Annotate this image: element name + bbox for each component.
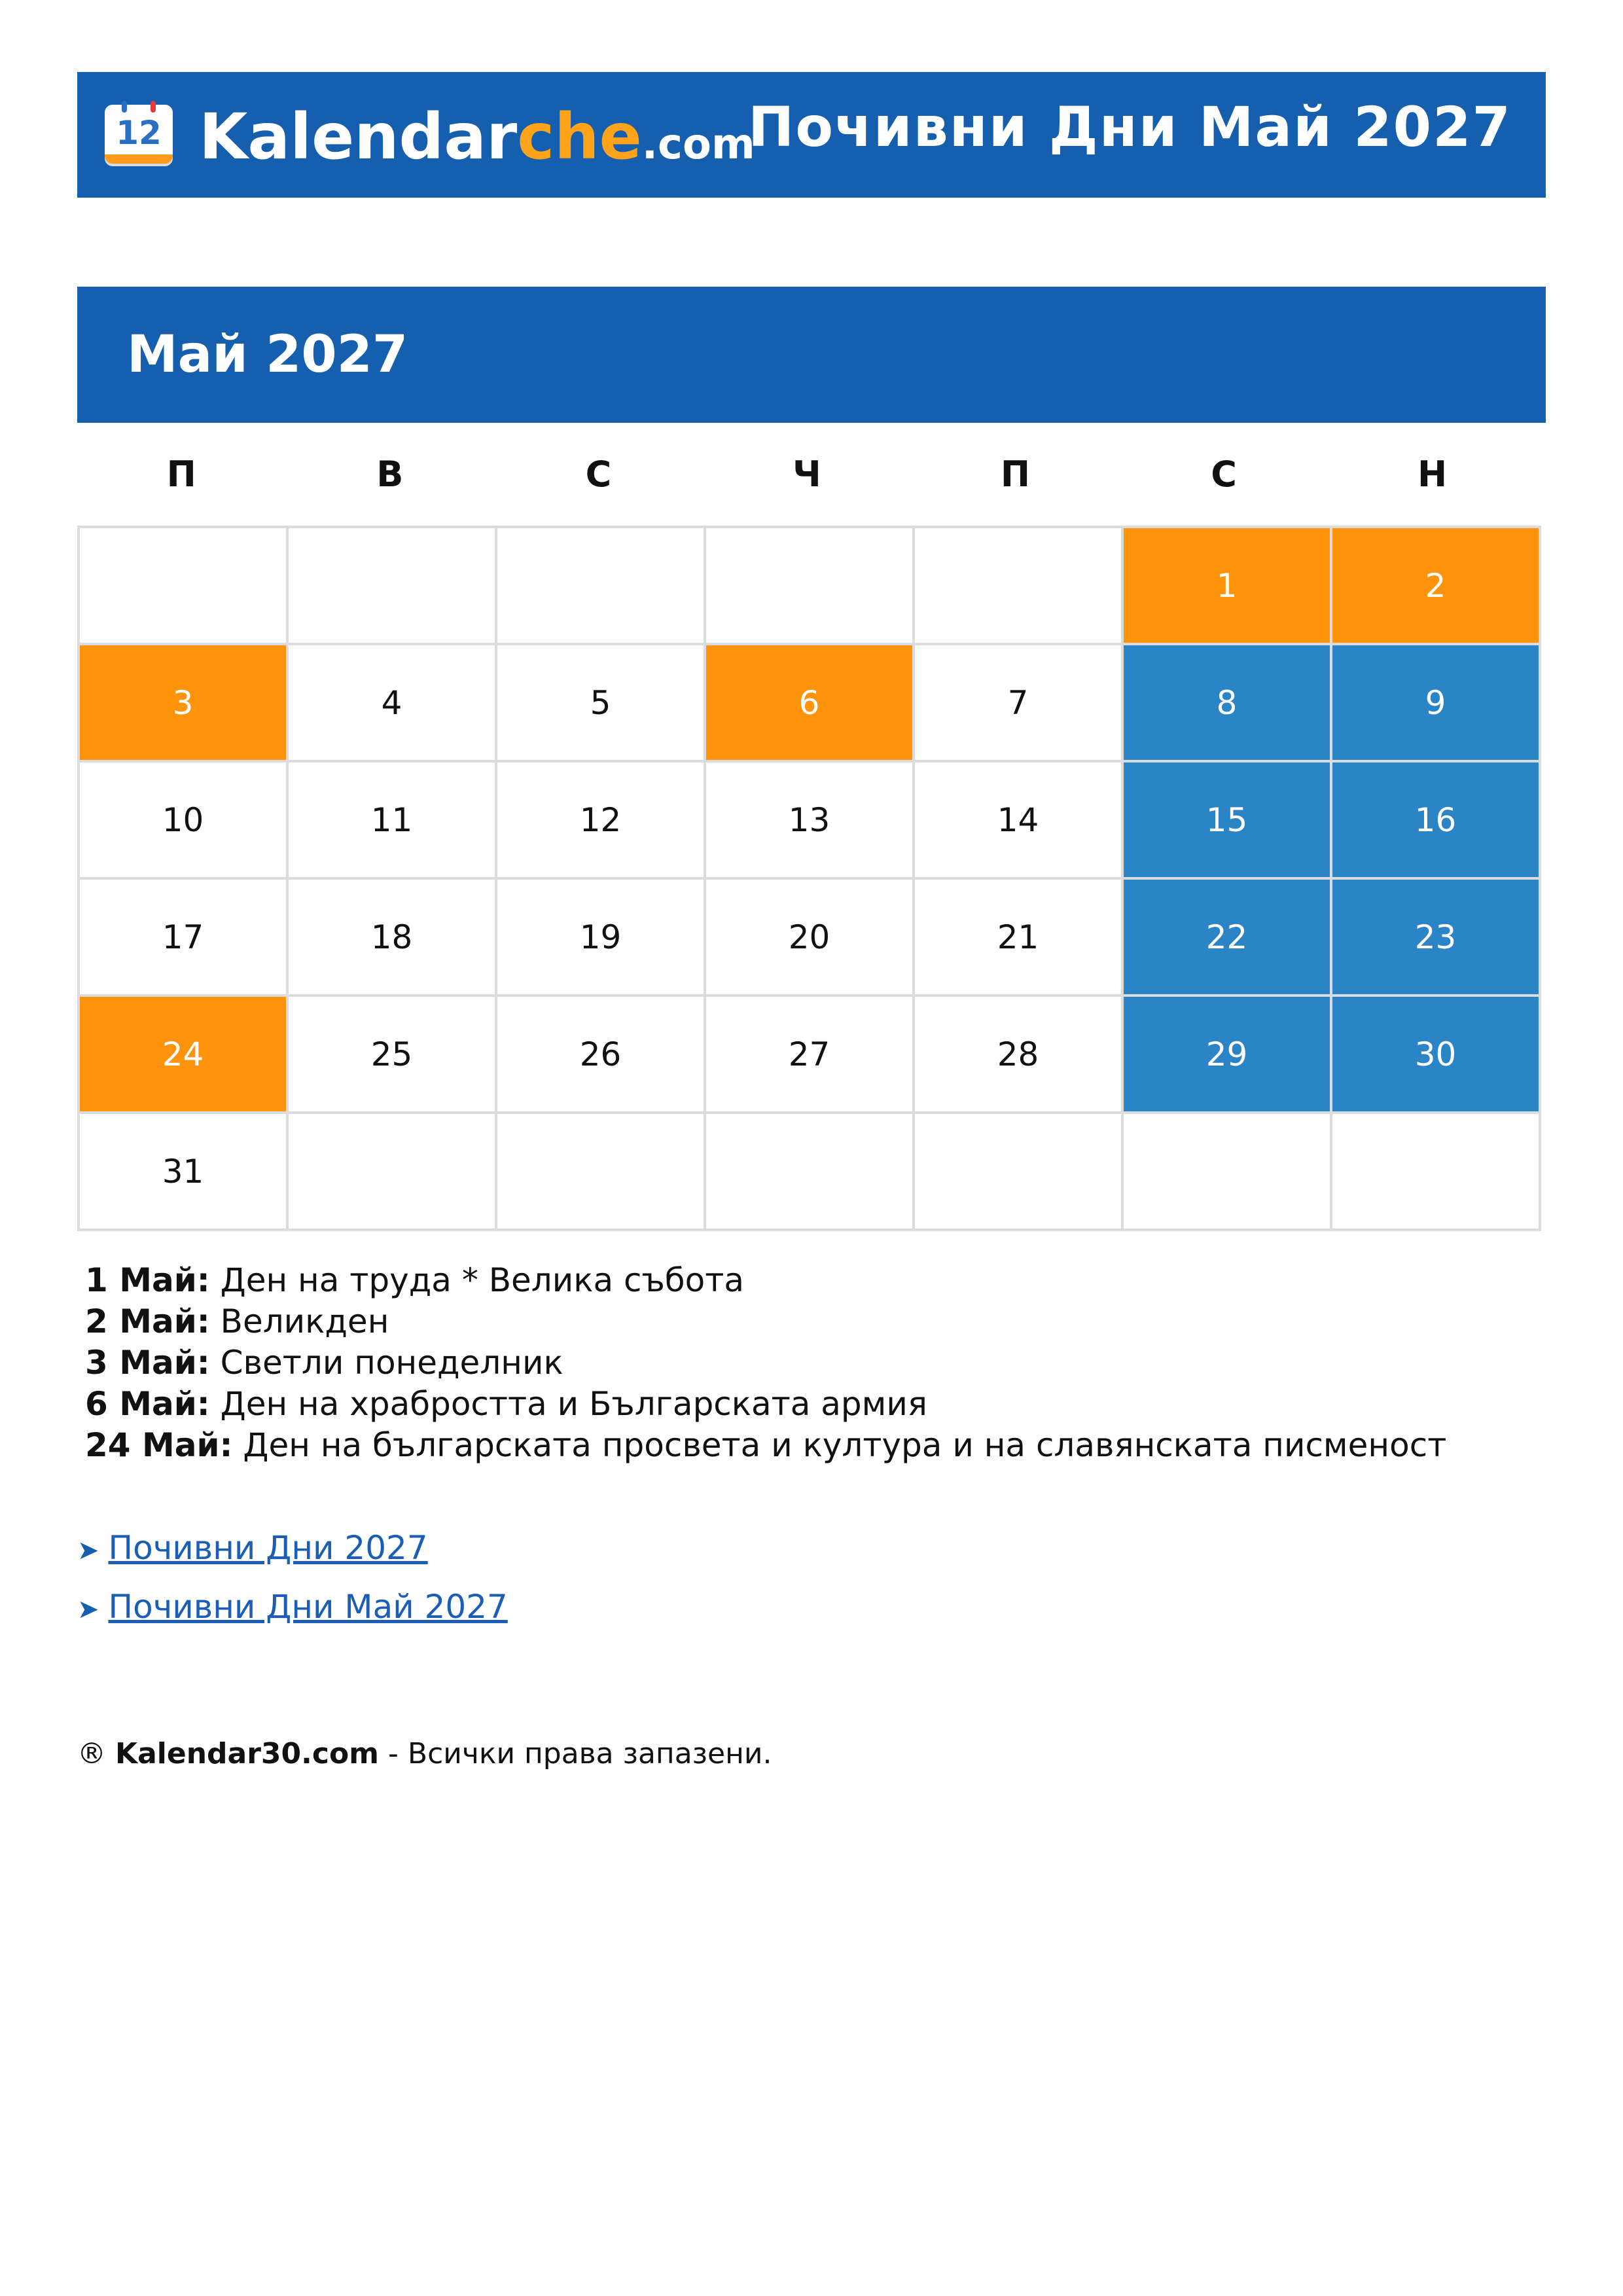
weekday-saturday: С (1211, 454, 1237, 495)
empty-day-cell (706, 1114, 915, 1231)
day-cell-6[interactable]: 6 (706, 645, 915, 762)
empty-day-cell (289, 1114, 497, 1231)
day-cell-12[interactable]: 12 (497, 762, 706, 880)
footer (77, 1734, 772, 1774)
holiday-date: 6 Май: (85, 1385, 210, 1423)
link-item (77, 1525, 508, 1584)
calendar-ring-icon (151, 101, 156, 113)
day-cell-1[interactable]: 1 (1124, 528, 1332, 645)
empty-day-cell (706, 528, 915, 645)
link-holidays-may-2027[interactable]: Почивни Дни Май 2027 (108, 1588, 508, 1626)
day-cell-31[interactable]: 31 (80, 1114, 289, 1231)
logo-icon-bar (105, 154, 173, 164)
day-cell-9[interactable]: 9 (1332, 645, 1541, 762)
calendar-ring-icon (122, 101, 127, 113)
day-cell-19[interactable]: 19 (497, 880, 706, 997)
day-cell-3[interactable]: 3 (80, 645, 289, 762)
day-cell-26[interactable]: 26 (497, 997, 706, 1114)
empty-day-cell (497, 528, 706, 645)
footer-brand: Kalendar30.com (115, 1737, 380, 1770)
day-cell-18[interactable]: 18 (289, 880, 497, 997)
day-cell-20[interactable]: 20 (706, 880, 915, 997)
day-cell-8[interactable]: 8 (1124, 645, 1332, 762)
calendar-logo-icon[interactable] (105, 105, 173, 164)
day-cell-27[interactable]: 27 (706, 997, 915, 1114)
holiday-list (85, 1260, 1544, 1466)
holiday-item (85, 1260, 1544, 1301)
arrow-right-icon: ➤ (77, 1535, 99, 1566)
day-cell-13[interactable]: 13 (706, 762, 915, 880)
holiday-date: 2 Май: (85, 1302, 210, 1340)
holiday-name: Светли понеделник (220, 1344, 563, 1382)
holiday-name: Ден на труда * Велика събота (220, 1261, 744, 1299)
day-cell-30[interactable]: 30 (1332, 997, 1541, 1114)
day-cell-17[interactable]: 17 (80, 880, 289, 997)
day-cell-16[interactable]: 16 (1332, 762, 1541, 880)
weekday-monday: П (166, 454, 196, 495)
holiday-item (85, 1301, 1544, 1342)
empty-day-cell (1332, 1114, 1541, 1231)
site-logo-text[interactable] (199, 101, 755, 181)
empty-day-cell (80, 528, 289, 645)
empty-day-cell (289, 528, 497, 645)
day-cell-15[interactable]: 15 (1124, 762, 1332, 880)
month-header (77, 287, 1546, 423)
holiday-name: Великден (220, 1302, 389, 1340)
related-links (77, 1525, 508, 1643)
holiday-name: Ден на българската просвета и култура и на славянската писменост (243, 1426, 1447, 1464)
day-cell-24[interactable]: 24 (80, 997, 289, 1114)
holiday-date: 24 Май: (85, 1426, 233, 1464)
day-cell-25[interactable]: 25 (289, 997, 497, 1114)
day-cell-7[interactable]: 7 (915, 645, 1124, 762)
day-cell-14[interactable]: 14 (915, 762, 1124, 880)
day-cell-23[interactable]: 23 (1332, 880, 1541, 997)
empty-day-cell (915, 1114, 1124, 1231)
empty-day-cell (915, 528, 1124, 645)
logo-tld: .com (641, 120, 755, 169)
day-cell-29[interactable]: 29 (1124, 997, 1332, 1114)
weekday-sunday: Н (1418, 454, 1448, 495)
link-item (77, 1584, 508, 1643)
arrow-right-icon: ➤ (77, 1594, 99, 1624)
day-cell-5[interactable]: 5 (497, 645, 706, 762)
weekday-wednesday: С (585, 454, 612, 495)
registered-symbol: ® (77, 1737, 106, 1770)
holiday-date: 3 Май: (85, 1344, 210, 1382)
logo-icon-number: 12 (116, 114, 162, 152)
holiday-item (85, 1342, 1544, 1384)
day-cell-21[interactable]: 21 (915, 880, 1124, 997)
day-cell-11[interactable]: 11 (289, 762, 497, 880)
day-cell-22[interactable]: 22 (1124, 880, 1332, 997)
weekday-thursday: Ч (793, 454, 821, 495)
weekday-header-row (77, 445, 1537, 504)
day-cell-2[interactable]: 2 (1332, 528, 1541, 645)
holiday-item (85, 1425, 1544, 1466)
holiday-date: 1 Май: (85, 1261, 210, 1299)
empty-day-cell (497, 1114, 706, 1231)
month-title: Май 2027 (127, 325, 408, 384)
day-cell-28[interactable]: 28 (915, 997, 1124, 1114)
holiday-name: Ден на храбростта и Българската армия (220, 1385, 927, 1423)
footer-rights-text: - Всички права запазени. (388, 1737, 772, 1770)
page-title: Почивни Дни Май 2027 (748, 95, 1512, 159)
weekday-tuesday: В (376, 454, 404, 495)
day-cell-10[interactable]: 10 (80, 762, 289, 880)
calendar-grid (77, 526, 1541, 1231)
weekday-friday: П (1000, 454, 1031, 495)
empty-day-cell (1124, 1114, 1332, 1231)
site-header (77, 72, 1546, 198)
link-holidays-2027[interactable]: Почивни Дни 2027 (108, 1529, 428, 1567)
holiday-item (85, 1384, 1544, 1425)
logo-name-main: Kalendar (199, 100, 518, 173)
day-cell-4[interactable]: 4 (289, 645, 497, 762)
logo-name-accent: che (517, 100, 642, 173)
